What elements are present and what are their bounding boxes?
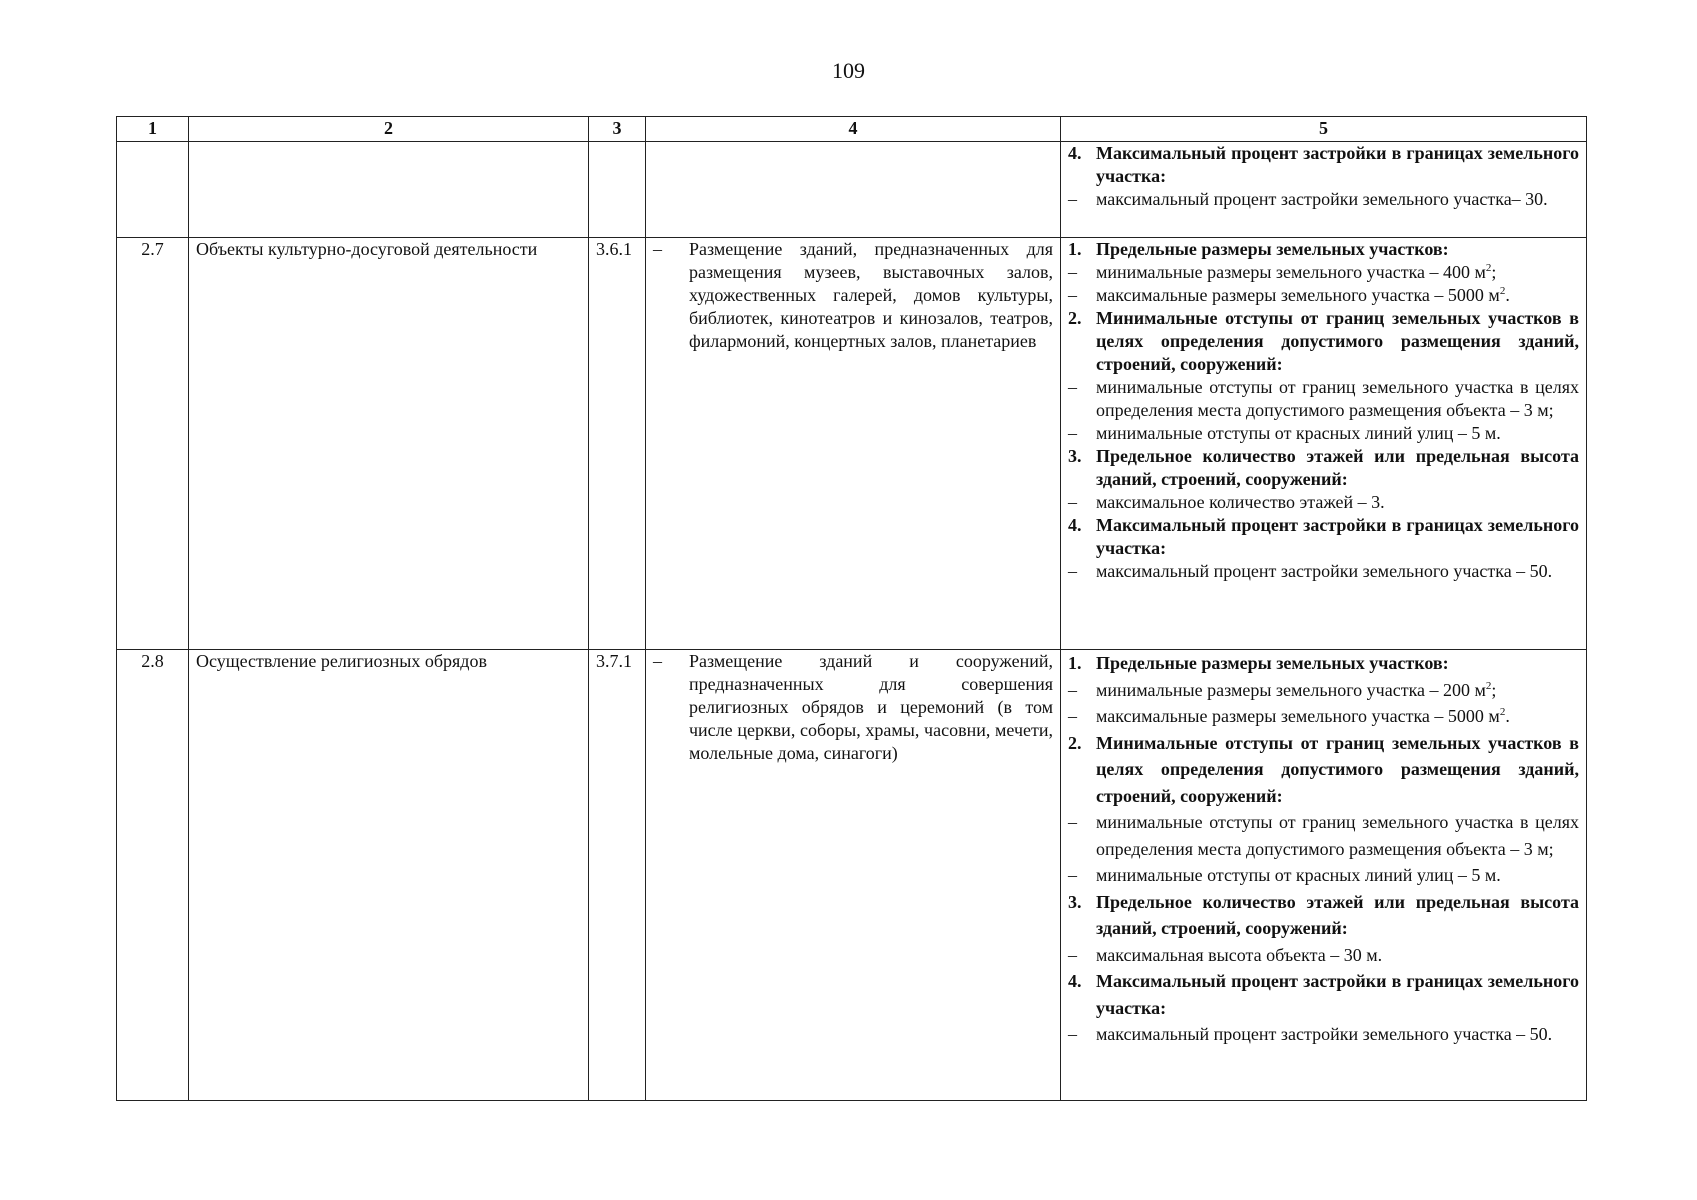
parameter-value: [1068, 1021, 1579, 1048]
header-col-3: 3: [589, 117, 646, 142]
parameter-text: [1096, 238, 1579, 261]
parameter-value: [1068, 677, 1579, 704]
parameter-value: [1068, 942, 1579, 969]
cell-use-name: Объекты культурно-досуговой деятельности: [189, 238, 589, 650]
parameter-heading: [1068, 968, 1579, 1021]
parameter-text: [1096, 889, 1579, 942]
superscript: 2: [1485, 679, 1492, 692]
parameter-text-main: Предельные размеры земельных участков:: [1096, 239, 1449, 259]
parameter-text: [1096, 491, 1579, 514]
parameter-marker: –: [1068, 812, 1077, 832]
parameter-heading: [1068, 238, 1579, 261]
header-row: [117, 117, 1587, 142]
cell-number: [117, 142, 189, 238]
parameter-heading: [1068, 307, 1579, 376]
parameter-text-main: максимальная высота объекта – 30 м.: [1096, 944, 1383, 965]
cell-classifier-code: 3.6.1: [589, 238, 646, 650]
parameter-marker: –: [1068, 189, 1077, 209]
parameter-text: [1096, 307, 1579, 376]
parameter-value: [1068, 809, 1579, 862]
description-text: Размещение зданий, предназначенных для размещения музеев, выставочных залов, художественных галерей, домов культуры, библиотек, кинотеатров и кинозалов, театров, филармоний, концертных залов, планетариев: [689, 239, 1053, 351]
cell-description: [646, 238, 1061, 650]
cell-parameters: [1061, 650, 1587, 1101]
parameter-value: [1068, 261, 1579, 284]
parameter-text: [1096, 809, 1579, 862]
parameter-text-main: Предельные размеры земельных участков:: [1096, 653, 1449, 673]
parameter-heading: [1068, 730, 1579, 810]
parameter-text-main: минимальные отступы от красных линий улиц – 5 м.: [1096, 423, 1501, 443]
parameter-marker: –: [1068, 1024, 1077, 1044]
parameter-marker: 1.: [1068, 653, 1082, 673]
cell-description: [646, 650, 1061, 1101]
parameter-text-tail: .: [1505, 285, 1510, 305]
parameter-text: [1096, 677, 1579, 704]
parameter-text: [1096, 942, 1579, 969]
parameter-marker: –: [1068, 679, 1077, 700]
parameter-text-tail: .: [1505, 706, 1510, 726]
parameter-text: [1096, 1021, 1579, 1048]
parameter-text-main: Минимальные отступы от границ земельных участков в целях определения допустимого размещения зданий, строений, сооружений:: [1096, 732, 1579, 806]
cell-classifier-code: [589, 142, 646, 238]
parameter-text-main: максимальный процент застройки земельного участка – 50.: [1096, 1024, 1553, 1044]
parameter-text-main: максимальные размеры земельного участка – 5000 м: [1096, 285, 1500, 305]
parameter-marker: 1.: [1068, 239, 1082, 259]
parameter-marker: –: [1068, 561, 1077, 581]
parameter-text: [1096, 514, 1579, 560]
table-row: [117, 142, 1587, 238]
parameter-text-tail: ;: [1491, 262, 1497, 282]
parameter-heading: [1068, 514, 1579, 560]
parameter-marker: –: [1068, 865, 1077, 885]
cell-description: [646, 142, 1061, 238]
header-col-4: 4: [646, 117, 1061, 142]
parameter-text: [1096, 142, 1579, 188]
superscript: 2: [1499, 706, 1506, 718]
parameter-text-main: Предельное количество этажей или предельная высота зданий, строений, сооружений:: [1096, 446, 1579, 489]
parameter-heading: [1068, 889, 1579, 942]
parameter-value: [1068, 491, 1579, 514]
superscript: 2: [1485, 262, 1492, 274]
regulations-table: [116, 116, 1587, 1101]
parameter-value: [1068, 703, 1579, 730]
parameter-text: [1096, 862, 1579, 889]
table-row: [117, 238, 1587, 650]
header-col-5: 5: [1061, 117, 1587, 142]
parameter-value: [1068, 422, 1579, 445]
parameter-marker: 3.: [1068, 891, 1082, 912]
cell-parameters: [1061, 238, 1587, 650]
parameter-text: [1096, 445, 1579, 491]
parameter-text-main: Предельное количество этажей или предельная высота зданий, строений, сооружений:: [1096, 891, 1579, 938]
parameter-marker: 2.: [1068, 308, 1082, 328]
parameter-marker: 3.: [1068, 446, 1082, 466]
parameter-text-main: максимальный процент застройки земельного участка – 50.: [1096, 561, 1553, 581]
parameter-heading: [1068, 650, 1579, 677]
parameter-marker: 4.: [1068, 143, 1082, 163]
parameter-text-main: максимальный процент застройки земельного участка– 30.: [1096, 189, 1548, 209]
parameter-text-main: Максимальный процент застройки в границах земельного участка:: [1096, 515, 1579, 558]
parameter-text: [1096, 650, 1579, 677]
cell-number: 2.7: [117, 238, 189, 650]
parameter-text-main: Максимальный процент застройки в границах земельного участка:: [1096, 971, 1579, 1018]
description-dash: –: [653, 651, 662, 671]
parameter-marker: –: [1068, 944, 1077, 965]
parameter-value: [1068, 188, 1579, 211]
parameter-marker: 2.: [1068, 732, 1082, 753]
header-col-1: 1: [117, 117, 189, 142]
parameter-text: [1096, 188, 1579, 211]
parameter-text: [1096, 968, 1579, 1021]
parameter-text-main: Минимальные отступы от границ земельных участков в целях определения допустимого размещения зданий, строений, сооружений:: [1096, 308, 1579, 374]
parameter-text: [1096, 730, 1579, 810]
parameter-value: [1068, 376, 1579, 422]
description-item: [653, 238, 1053, 353]
cell-number: 2.8: [117, 650, 189, 1101]
page-number: 109: [832, 58, 865, 83]
parameter-marker: –: [1068, 377, 1077, 397]
parameter-text-main: минимальные отступы от границ земельного участка в целях определения места допустимого размещения объекта – 3 м;: [1096, 377, 1579, 420]
description-dash: –: [653, 239, 662, 259]
parameter-heading: [1068, 142, 1579, 188]
parameter-text-main: максимальные размеры земельного участка – 5000 м: [1096, 706, 1500, 726]
cell-use-name: [189, 142, 589, 238]
parameter-marker: –: [1068, 262, 1077, 282]
parameter-value: [1068, 862, 1579, 889]
parameter-text: [1096, 376, 1579, 422]
cell-parameters: [1061, 142, 1587, 238]
table-row: [117, 650, 1587, 1101]
description-text: Размещение зданий и сооружений, предназначенных для совершения религиозных обрядов и церемоний (в том числе церкви, соборы, храмы, часовни, мечети, молельные дома, синагоги): [689, 651, 1053, 763]
parameter-marker: 4.: [1068, 515, 1082, 535]
parameter-text: [1096, 261, 1579, 284]
parameter-text: [1096, 703, 1579, 730]
cell-use-name: Осуществление религиозных обрядов: [189, 650, 589, 1101]
cell-classifier-code: 3.7.1: [589, 650, 646, 1101]
description-item: [653, 650, 1053, 765]
parameter-marker: 4.: [1068, 971, 1082, 991]
parameter-text: [1096, 560, 1579, 583]
parameter-text: [1096, 284, 1579, 307]
parameter-text-main: минимальные отступы от красных линий улиц – 5 м.: [1096, 865, 1501, 885]
parameter-marker: –: [1068, 492, 1077, 512]
parameter-marker: –: [1068, 285, 1077, 305]
parameter-marker: –: [1068, 423, 1077, 443]
parameter-marker: –: [1068, 706, 1077, 726]
parameter-heading: [1068, 445, 1579, 491]
parameter-text-main: минимальные размеры земельного участка – 400 м: [1096, 262, 1486, 282]
superscript: 2: [1499, 285, 1506, 297]
parameter-text-main: минимальные размеры земельного участка – 200 м: [1096, 679, 1486, 700]
parameter-text: [1096, 422, 1579, 445]
parameter-text-main: Максимальный процент застройки в границах земельного участка:: [1096, 143, 1579, 186]
header-col-2: 2: [189, 117, 589, 142]
parameter-value: [1068, 560, 1579, 583]
parameter-value: [1068, 284, 1579, 307]
parameter-text-main: минимальные отступы от границ земельного участка в целях определения места допустимого размещения объекта – 3 м;: [1096, 812, 1579, 859]
parameter-text-tail: ;: [1491, 679, 1497, 700]
parameter-text-main: максимальное количество этажей – 3.: [1096, 492, 1385, 512]
